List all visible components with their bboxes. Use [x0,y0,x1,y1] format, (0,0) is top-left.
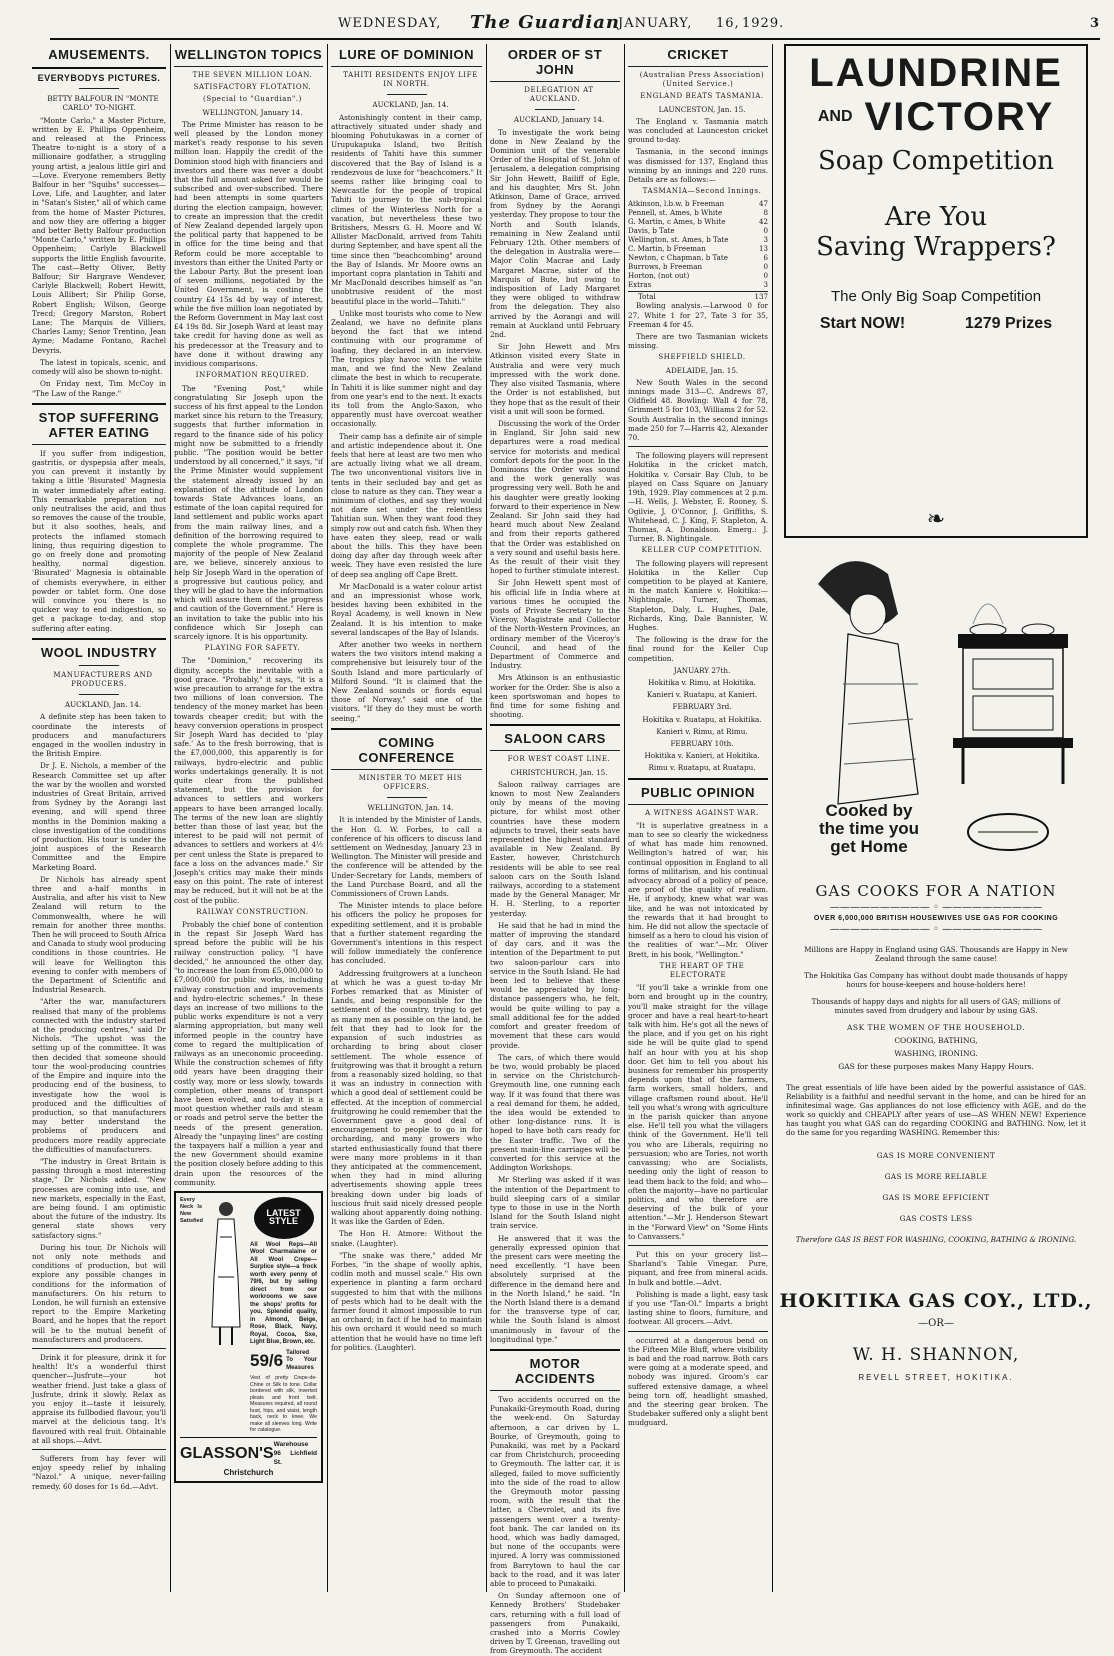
paragraph: The Minister intends to place before his officers the policy he proposes for expediting settlement, and it is probable that a further statement regarding the Government's intentions in this respect will follow immediately the conference has concluded. [331,901,482,966]
heading-wellington-topics: WELLINGTON TOPICS [174,47,323,62]
or-divider: —OR— [918,1318,954,1329]
paragraph: "The industry in Great Britain is passing through a most interesting stage," Dr Nichols added. "New processes are coming into use, and new markets, especially in the East, are being found. I am optimistic about the future of the industry. Its general state shows very satisfactory signs." [32,1156,166,1240]
paragraph: Mrs Atkinson is an enthusiastic worker for the Order. She is also a keen sportswoman and hopes to find time for some fishing and shooting. [490,673,620,720]
draw-fixture: Rimu v. Ruatapu, at Ruatapu. [648,763,756,773]
ornament-divider: —————————— ◦ —————————— [829,924,1043,935]
ad-price-note: Tailored To Your Measures [286,1349,317,1371]
paragraph: The "Evening Post," while congratulating Sir Joseph upon the success of his first appeal to the London market since his return to the Treasury, suggests that further information in regard to the finance side of his policy might now be submitted to a friendly public. "The position would be better understood by all concerned," it says, "if the Prime Minister would supplement the statement already issued by an explanation of the attitude of London towards State Advances loans, an estimate of the loan capital required for land settlement and public works apart from the main railway lines, and a definition of the borrowing required to complete the whole programme. The majority of the people of New Zealand are, we believe, sincerely anxious to help Sir Joseph Ward in the operation of a progressive but cautious policy, and they will be glad to have the information which will assure them of the progress and caution of the Government." Here is an invitation to take the public into his confidence which Sir Joseph can scarcely ignore. It is his opportunity. [174,383,323,641]
subhead: TASMANIA—Second Innings. [642,187,762,196]
column-order-of-st-john [490,44,620,1656]
paragraph: During his tour, Dr Nichols will not only note methods and conditions of production, but will explore any possible changes in conditions for the information of manufacturers. On his return to London, he will furnish an extensive report to the Empire Marketing Board, and he hopes that the report will be to the mutual benefit of manufacturers and producers. [32,1242,166,1344]
hokitika-gas-text: The Hokitika Gas Company has without doubt made thousands of happy hours for house-keepers and house-holders here! [804,971,1068,989]
ad-small-print: Vest of pretty Crepe-de-Chine or Silk to tone. Collar bordered with silk, inverted pleats and front belt. Measures required, all round bust, hips, and waist, length back, neck to knee. We make all sleeves long. Write for catalogue. [250,1375,317,1434]
paragraph: Bowling analysis.—Larwood 0 for 27, White 1 for 27, Tate 3 for 35, Freeman 4 for 45. [628,301,768,329]
scorecard-row [628,280,768,289]
paragraph: Discussing the work of the Order in England, Sir John said new departures were a road medical service for motorists and medical comfort depots for the poor. In the Dominions the Order was sound and the work generally was progressing very well. Both he and his daughter were greatly looking forward to their experience in New Zealand. Sir John said they had heard much about New Zealand and from their reports gathered that the Order was established on a very sound and useful basis here. As the result of their visit they hoped to further stimulate interest. [490,418,620,576]
paragraph: It is intended by the Minister of Lands, the Hon G. W. Forbes, to call a conference of his officers to discuss land settlement on Wednesday, January 23 in Wellington. The Minister will preside and the conference will be attended by the Under-Secretary for Lands, members of the Land Purchase Board, and all the Commissioners of Crown Lands. [331,815,482,899]
hokitika-gas-company: HOKITIKA GAS COY., LTD., [779,1290,1093,1312]
gas-cooker-illustration-area [778,544,1094,874]
subhead: (Special to "Guardian".) [202,95,302,104]
column-cricket [628,44,768,1592]
scorecard-row [628,199,768,208]
paragraph: The latest in topicals, scenic, and comedy will also be shown to-night. [32,357,166,377]
gas-reliable-text: GAS IS MORE RELIABLE [884,1172,988,1181]
latest-style-badge: LATEST STYLE [254,1197,314,1239]
only-big-soap-text: The Only Big Soap Competition [830,288,1042,305]
paragraph: Dr J. E. Nichols, a member of the Research Committee set up after the war by the woollen and worsted industries of Great Britain, arrived from Sydney by the Aorangi last evening, and will spend three months in the Dominion making a close investigation of the conditions of production. His tour is under the joint auspices of the Research Committee and the Empire Marketing Board. [32,761,166,872]
heading-stop-suffering: STOP SUFFERING AFTER EATING [38,409,160,440]
masthead-year: 1929. [742,16,785,31]
dress-figure-illustration [206,1197,246,1347]
dateline: AUCKLAND, January 14. [513,115,605,125]
gas-soap-advertisement [778,44,1094,1592]
scorecard-row [628,208,768,217]
subhead: PLAYING FOR SAFETY. [204,644,301,653]
gas-convenient-text: GAS IS MORE CONVENIENT [876,1151,996,1160]
dateline: CHRISTCHURCH, Jan. 15. [510,767,608,777]
batsman-runs: 3 [763,280,768,290]
subhead: INFORMATION REQUIRED. [195,371,310,380]
column-divider [486,44,487,1592]
heading-coming-conference: COMING CONFERENCE [358,734,455,765]
paragraph: Addressing fruitgrowers at a luncheon at which he was a guest to-day Mr Forbes remarked that as Minister of Lands, and being responsible for the settlement of the country, trying to get as many men as possible on the land, he felt that they had to look for the expansion of such industries as orcharding to bring about closer settlement. The whole essence of fruitgrowing was that it brought a return from a reasonably sized holding, so that it was an industry in connection with which a good deal of settlement could be effected. At the inception of commercial fruitgrowing he could remember that the Government gave a good deal of encouragement to people to go in for orcharding, and many growers who started enthusiastically found that there were many more problems in it than they anticipated at the commencement, when they had in mind alluring advertisements showing apple trees breaking down under big loads of luscious fruit said nicely dressed people walking about apparently doing nothing. It was like the Garden of Eden. [331,968,482,1227]
paragraph: Dr Nichols has already spent three and a-half months in Australia, and after his visit to New Zealand will return to the Commonwealth, where he will remain for another three months. Then he will proceed to South Africa and Canada to study wool producing conditions in those countries. He will leave for Wellington this evening to confer with members of the Department of Scientific and Industrial Research. [32,874,166,995]
paragraph: "The snake was there," added Mr Forbes, "in the shape of woolly aphis, codlin moth and mussel scale." His own experience in planting a farm orchard suggested to him that with the millions of pests which had to be dealt with the farmer found it almost impossible to run an orchard; in fact if he had to maintain his own orchard it would need so much attention that he would have no time left for politics. (Laughter). [331,1250,482,1352]
subhead: SHEFFIELD SHIELD. [658,353,746,362]
column-divider [624,44,625,1592]
paragraph: To investigate the work being done in New Zealand by the Dominion unit of the venerable Order of the Hospital of St. John of Jerusalem, a delegation comprising Sir John Hewett, Bailiff of Egle, and his daughter, Mrs St. John Atkinson, Dame of Grace, arrived from Sydney by the Aorangi yesterday. They propose to tour the North and South Islands, remaining in New Zealand until February 12th. Other members of the delegation in Australia were—Major Colin Macrae and Lady Margaret Macrae, sister of the Marquis of Bute, but owing to indisposition of Lady Margaret they were obliged to withdraw from the delegation. They also arrived by the Aorangi and will remain at Auckland until February 2nd. [490,127,620,340]
masthead-month: JANUARY, [618,16,693,31]
paragraph: Polishing is made a light, easy task if you use "Tan-Ol." Imparts a bright lasting shine to floors, furniture, and footwear. All grocers.—Advt. [628,1289,768,1327]
glassons-advertisement [174,1191,323,1483]
paragraph: Unlike most tourists who come to New Zealand, we have no definite plans beyond the fact that we intend continuing with our programme of loafing, they declared in an interview. The tropics play havoc with the white man, and we find the New Zealand climate the best in which to recuperate. In Tahiti it is like summer night and day from one year's end to the next. It exacts its toll from the Anglo-Saxon, who apparently must have overcoat weather occasionally. [331,308,482,429]
page-number: 3 [1090,16,1101,31]
column-lure-of-dominion [331,44,482,1592]
scorecard-row [628,235,768,244]
batsman-name: Burrows, b Freeman [628,262,703,272]
paragraph: Tasmania, in the second innings was dismissed for 137, England thus winning by an innings and 220 runs. Details are as follows:— [628,147,768,185]
subhead: SATISFACTORY FLOTATION. [193,83,312,92]
batsman-runs: 47 [758,199,768,209]
cooked-slogan: Cooked by the time you get Home [818,801,920,856]
start-now-text: Start NOW! [819,315,906,332]
paragraph: Sir John Hewett spent most of his official life in India where at various times he occupied the posts of Private Secretary to the Viceroy, Magistrate and Collector of the North-Western Provinces, an ordinary member of the Viceroy's Council, and head of the Department of Commerce and Industry. [490,578,620,671]
subhead: THE HEART OF THE ELECTORATE [659,961,745,980]
prizes-text: 1279 Prizes [964,315,1053,332]
batsman-name: Newton, c Chapman, b Tate [628,253,728,263]
subhead: TAHITI RESIDENTS ENJOY LIFE IN NORTH. [343,71,478,89]
soap-competition-panel [784,44,1088,538]
subhead: MINISTER TO MEET HIS OFFICERS. [358,773,463,792]
are-you-text: Are You [884,202,988,232]
batsman-name: G. Martin, c Ames, b White [628,217,726,227]
paragraph: "After the war, manufacturers realised that many of the problems connected with the industry started at the producing centres," said Dr Nichols. "The upshot was the setting up of the committee. It was then decided that someone should tour the wool-producing countries of the Empire and inquire into the producing end of the business, to investigate how the wool is produced and the difficulties of production, so that manufacturers may better understand the problems of producers and producers more readily appreciate the difficulties of manufacturers. [32,997,166,1154]
paragraph: New South Wales in the second innings made 313—C. Andrews 87, Oldfield 48. Bowling: Wall 4 for 78, Grimmett 5 for 103, Williams 2 for 52. South Australia in the second innings made 250 for 7—Harris 42, Alexander 70. [628,377,768,443]
gas-cooks-title: GAS COOKS FOR A NATION [815,882,1057,900]
subhead: DELEGATION AT AUCKLAND. [524,86,594,104]
scorecard-row [628,217,768,226]
batsman-name: Wellington, st. Ames, b Tate [628,235,729,245]
draw-fixture: Hokitika v. Rimu, at Hokitika. [648,677,756,687]
ad-side-note: Every Neck Is New Satisfied [180,1196,203,1224]
paragraph: After another two weeks in northern waters the two visitors intend making a comprehensive but leisurely tour of the South Island and more particularly of Milford Sound. "It is claimed that the New Zealand sounds or fiords equal those of Norway," said one of the visitors. "If they do they must be worth seeing." [331,639,482,723]
paragraph: There are two Tasmanian wickets missing. [628,332,768,351]
millions-text: Millions are Happy in England using GAS. Thousands are Happy in New Zealand through the same cause! [804,945,1068,963]
batsman-runs: 6 [763,253,768,263]
dateline: LAUNCESTON, Jan. 15. [658,104,746,114]
heading-order-of-st-john: ORDER OF ST JOHN [507,47,603,77]
batsman-name: C. Martin, b Freeman [628,244,706,254]
batsman-runs: 13 [758,244,768,254]
dateline: WELLINGTON, January 14. [202,107,303,117]
paragraph: The following players will represent Hokitika in the cricket match, Hokitika v. Corsair Bay Club, to be played on Cass Square on January 19th, 1929. Play commences at 2 p.m.—H. Wells, J. Webster, E. Rooney, S. Ogilvie, J. O'Connor, J. Griffiths, S. Whitehead, C. J. King, F. Stapleton, A. Thomas, A. Donaldson. Emerg.: J. Turner, B. Nightingale. [628,451,768,544]
masthead [0,0,1114,40]
shannon-name: W. H. SHANNON, [852,1345,1020,1365]
thousands-text: Thousands of happy days and nights for all users of GAS; millions of minutes saved from drudgery and labour by using GAS. [811,997,1061,1015]
draw-date: JANUARY 27th. [673,665,731,675]
batsman-name: Davis, b Tate [628,226,675,236]
batsman-runs: 0 [763,262,768,272]
paragraph: Saloon railway carriages are known to most New Zealanders only by means of the moving picture, for whilst most other countries have these modern adjuncts to travel, their seats have represented the highest standard available in New Zealand. By Easter, however, Christchurch residents will be able to see real saloon cars on the South Island railways, according to a statement made by the General Manager, Mr H. H. Sterling, to a reporter yesterday. [490,779,620,918]
batsman-runs: 0 [763,271,768,281]
batsman-runs: 3 [763,235,768,245]
essentials-text: The great essentials of life have been aided by the powerful assistance of GAS. Reliability is a faithful and needful servant in the home, and can be hired for an infinitesimal wage. Gas appliances do not lose efficiency with AGE, and do the work so quickly and CHEAPLY after years of use—AS WHEN NEW! Experience has taught you what GAS can do regarding COOKING and BATHING. Now, let it do the same for you regarding WASHING. Remember this: [786,1083,1086,1137]
subhead: A WITNESS AGAINST WAR. [645,808,759,817]
masthead-rule [50,38,1100,40]
paragraph: Their camp has a definite air of simple and artistic independence about it. One feels that here at least are two men who are actually living what we all dream. The two unconventional visitors live in tents in their secluded bay and get as close to nature as they can. They wear a minimum of clothes, and say they would not dare set under the relentless Tahitian sun. When they want food they simply row out and catch fish. When they have eaten they sleep, read or walk about the hills. This they have been doing day after day through week after week. They have even resisted the lure of deep sea angling off Cape Brett. [331,431,483,579]
draw-fixture: Kanieri v. Rimu, at Rimu. [656,726,748,736]
paragraph: He said that he had in mind the matter of improving the standard of day cars, and it was the intention of the Department to put two saloon-parlour cars into service in the South Island. He had been led to believe that these would be appreciated by long-distance passengers who, he felt, would be quite willing to pay a small additional fee for the added comfort and greater freedom of movement that these cars would provide. [490,920,620,1050]
paragraph: "Monte Carlo," a Master Picture, written by E. Phillips Oppenheim, and released at the Princess Theatre to-night is a story of a millionaire godfather, a struggling young artist, a jealous little girl and—Love. Everyone remembers Betty Balfour in her "Squibs" successes—Love, Life, and Laughter, and later in "Satan's Sister," all of which came from the home of Master Pictures, and now they are offering a bigger and better Betty Balfour production "Monte Carlo," written by E. Phillips Oppenheim; Carlyle Blackwell supports the little English favourite. The cast—Betty Oliver, Betty Balfour; Sir Hargrave Wendever, Carlyle Blackwell; Robert Hewitt, Louis Allibert; Sir Philip Gorse, Robert English; Wilson, George Trecd; Gregory Marston, Robert Lane; The Marquis de Villiers, Charles Lamy; Senor Trentino, Jean Ayme; Madame Fontano, Rachel Devyris. [32,115,166,355]
saving-wrappers-text: Saving Wrappers? [816,232,1056,262]
ornament-divider: —————————— ◦ —————————— [829,902,1043,913]
housewives-line: OVER 6,000,000 BRITISH HOUSEWIVES USE GAS FOR COOKING [813,915,1059,922]
pictures-subhead: BETTY BALFOUR IN "MONTE CARLO" TO-NIGHT. [47,94,159,113]
shannon-address: REVELL STREET, HOKITIKA. [858,1373,1014,1382]
glassons-city: Christchurch [223,1467,274,1477]
column-divider [170,44,171,1592]
paragraph: If you suffer from indigestion, gastritis, or dyspepsia after meals, you can prevent it instantly by taking a little 'Bisurated' Magnesia in water immediately after eating. This remarkable preparation not only neutralises the acid, and thus so removes the cause of the trouble, but it also soothes, heals, and protects the inflamed stomach lining, thus requiring digestion to go on freely done and promoting healthy, normal digestion. 'Bisurated' Magnesia is obtainable of chemists everywhere, in either powder or tablet form. One dose will convince you there is no quicker way to end indigestion, so get a package to-day, and stop suffering after eating. [32,448,166,633]
heading-amusements: AMUSEMENTS. [48,47,150,62]
dateline: WELLINGTON, Jan. 14. [367,803,454,813]
subhead: (Australian Press Association) (United Service.) [639,71,765,89]
paragraph: "It is superlative greatness in a man to see so clearly the wickedness of what has made him renowned. Wellington's hatred of war, his continual opposition in England to all forms of militarism, and his continual advocacy abroad of a policy of peace, are proof of the quality of realism. He, if anybody, knew what war was like, and he was not intoxicated by the rewards that it had brought to him. He did not allow the spectacle of himself as a hero to cloud his vision of the realities of war."—Mr. Oliver Brett, in his book, "Wellington." [628,820,768,959]
ad-price: 59/6 [250,1351,284,1371]
paragraph: The following players will represent Hokitika in the Keller Cup competition to be played at Kaniere, in the match Kaniere v. Hokitika:—Nightingale, Turner, Thomas, Stapleton, Daly, L. Hughes, Dale, Richards, King, Dale Bannister, W. Hughes. [628,558,768,632]
draw-fixture: Kanieri v. Ruatapu, at Kanieri. [646,690,758,700]
subhead: KELLER CUP COMPETITION. [641,546,763,555]
gas-costs-less-text: GAS COSTS LESS [899,1214,973,1223]
paragraph: Drink it for pleasure, drink it for health! It's a wonderful thirst quencher—Jusfrute—your hot weather friend. Just take a glass of Jusfrute, drink it slowly. Relax as you enjoy it—taste it leisurely, appraise its fullbodied flavour, you'll marvel at the delicious tang. It's flavoured with real fruit. Obtainable at all shops.—Advt. [32,1352,166,1445]
heading-wool-industry: WOOL INDUSTRY [40,644,158,660]
dateline: ADELAIDE, Jan. 15. [665,365,739,375]
score-total-row [628,291,768,301]
masthead-date: 16, [716,16,740,31]
heading-saloon-cars: SALOON CARS [504,731,606,747]
paragraph: Sufferers from hay fever will enjoy speedy relief by inhaling "Nazol." A unique, never-failing remedy. 60 doses for 1s 6d.—Advt. [32,1454,166,1491]
total-label: Total [638,292,656,302]
wool-subhead: MANUFACTURERS AND PRODUCERS. [53,670,153,688]
column-divider [327,44,328,1592]
scorecard-row [628,271,768,280]
batsman-name: Horton, (not out) [628,271,690,281]
paragraph: On Sunday afternoon one of Kennedy Brothers' Studebaker cars, returning with a full load of passengers from Punakaiki, crashed into a Morris Cowley driven by T. Greenan, travelling out from Greymouth. The accident [490,1591,620,1656]
heading-public-opinion: PUBLIC OPINION [641,784,755,800]
scorecard-row [628,262,768,271]
scorecard-row [628,253,768,262]
therefore-text: Therefore GAS IS BEST FOR WASHING, COOKING, BATHING & IRONING. [795,1235,1077,1244]
and-word: AND [817,108,853,125]
subhead: ENGLAND BEATS TASMANIA. [640,92,764,101]
gas-efficient-text: GAS IS MORE EFFICIENT [882,1193,990,1202]
batsman-name: Atkinson, l.b.w. b Freeman [628,199,725,209]
paragraph: Astonishingly content in their camp, attractively situated under shady and blooming Pohutukawas in a corner of Urupukapuka Island, two British residents of Tahiti have this summer discovered that the Bay of Island is a rendezvous de luxe for "beachcomers." It seems rather like bringing coal to Newcastle for the people of tropical Tahiti to journey to the sub-tropical climes of the Winterless North for a vacation, but nevertheless these two Britishers, Messrs G. H. Moore and W. Allister MacDonald, arrived from Tahiti during September, and have spent all the time since then "beachcombing" around the Bay of Islands. Mr Moore owns an important copra plantation in Tahiti and Mr MacDonald describes himself as "an unobtrusive resident of the most beautiful place in the world—Tahiti." [331,112,482,306]
paragraph: The following is the draw for the final round for the Keller Cup competition. [628,635,768,663]
dateline: AUCKLAND, Jan. 14. [372,100,449,110]
masthead-day: WEDNESDAY, [338,16,442,31]
scorecard-row [628,244,768,253]
glassons-brand: GLASSON'S [180,1445,274,1463]
paragraph: The Prime Minister has reason to be well pleased by the London money market's ready response to his seven million loan. Happily the credit of the Dominion stood high with financiers and investors and there was never a doubt that the full amount asked for would be subscribed and over-subscribed. There had been attempts in some quarters during the election campaign, however, to create an impression that the credit of New Zealand depended largely upon the political party that happened to be in office for the time being and that Reform could be more acceptable to investors than either the United Party or the Labour Party. But the present loan of seven millions, negotiated by the United Government, is costing the country £4 15s 4d by way of interest, while the five million loan negotiated by the Reform Government in May last cost £4 19s 8d. Sir Joseph Ward at least may take credit for having done as well as his predecessor at the Treasury and to have done it without drawing any invidious comparisons. [174,119,323,369]
draw-date: FEBRUARY 10th. [670,738,734,748]
paragraph: The "Dominion," recovering its dignity, accepts the inevitable with a good grace. "Probably," it says, "it is a wise precaution to arrange for the extra two millions of loan conversion. The tendency of the money market has been towards cheaper credit; but with the heavy conversion operations in prospect Sir Joseph Ward has decided to 'play safe.' As to the fresh borrowing, that is the £7,000,000, this apparently is for railways, hydro-electric and public works undertakings generally. It is not quite clear from the published statement, but the provision for advances to settlers and workers appears to have been arranged locally. The terms of the new loan are slightly better than those of last year, but the interest to be paid will not permit of advances to settlers and workers at 4½ per cent unless the State is prepared to face a loss on the advances made." Sir Joseph's critics may make their minds easy on this point. The rate of interest may be reduced, but it will not be at the cost of the public. [174,656,323,905]
subhead: THE SEVEN MILLION LOAN. [192,71,313,79]
heading-cricket: CRICKET [667,47,729,62]
column-wellington-topics [174,44,323,1592]
draw-fixture: Hokitika v. Ruatapu, at Hokitika. [642,714,762,724]
paragraph: The Hon H. Atmore: Without the snake. (Laughter). [331,1229,482,1248]
paragraph: The England v. Tasmania match was concluded at Launceston cricket ground to-day. [628,116,768,145]
draw-fixture: Hokitika v. Kanieri, at Hokitika. [644,751,760,761]
scorecard [628,199,768,289]
column-divider [772,44,773,1592]
batsman-name: Pennell, st. Ames, b White [628,208,723,218]
batsman-name: Extras [628,280,652,290]
paragraph: Mr Sterling was asked if it was the intention of the Department to build sleeping cars of a similar type to those in use in the North Island for the South Island night train service. [490,1175,620,1231]
paragraph: On Friday next, Tim McCoy in "The Law of the Range." [32,379,166,398]
heading-everybodys-pictures: EVERYBODYS PICTURES. [37,73,161,83]
cooking-bathing-text: COOKING, BATHING, [894,1036,978,1045]
decorative-ornament: ❧ [926,507,946,532]
victory-title: VICTORY [864,95,1055,139]
subhead: FOR WEST COAST LINE. [507,755,611,764]
subhead: RAILWAY CONSTRUCTION. [196,907,309,916]
paragraph: Two accidents occurred on the Punakaiki-Greymouth Road, during the week-end. On Saturday afternoon, a car driven by L. Bourke, of Greymouth, going to Punakaiki, was met by a Packard car from Christchurch, proceeding to Greymouth. The latter car, it is alleged, failed to move sufficiently into the side of the road to allow the Greymouth motor passing room, with the result that the latter, a Chevrolet, and its five passengers went over a twenty-foot bank. The car landed on its hood, which was badly damaged, but none of the occupants were injured. A lorry was commissioned from Barrytown to haul the car back to the road, and it was later able to proceed to Punakaiki. [490,1395,620,1589]
washing-ironing-text: WASHING, IRONING. [894,1049,978,1058]
paragraph: Probably the chief bone of contention in the repast Sir Joseph Ward has spread before the public will be his railway construction policy. "I have decided," he announced the other day, "to increase the loan from £5,000,000 to £7,000,000 for public works, including railway construction and improvements and hydro-electric schemes." In these days an increase of two millions to the public works expenditure is not a very alarming appropriation, but many well informed people in the country have come to regard the multiplication of railways as an uneconomic proceeding. While the construction schemes of fifty odd years have been dragging their costly way, more or less slowly, towards completion, other means of transport have been evolved, and to-day it is a moot question whether rails and steam or roads and petrol serve the better the needs of the present generation. Already the "unpaying lines" are costing the taxpayers half a million a year and the new Government should examine the position closely before adding to this drain upon the resources of the community. [174,920,323,1187]
draw-date: FEBRUARY 3rd. [672,702,732,712]
masthead-paper-name: The Guardian [470,12,620,33]
paragraph: occurred at a dangerous bend on the Fifteen Mile Bluff, where visibility is bad and the road narrow. Both cars were going at a moderate speed, and nobody was injured. Groom's car suffered extensive damage, a wheel being torn off, headlight smashed, and the steering gear broken. The Studebaker suffered only a slight bent mudguard. [628,1335,768,1428]
paragraph: Mr MacDonald is a water colour artist and an impressionist whose work, besides having been exhibited in the Royal Academy, is well known in New Zealand. It is his intention to make several landscapes of the Bay of Islands. [331,581,482,637]
paragraph: Put this on your grocery list—Sharland's Table Vinegar. Pure, piquant, and free from mineral acids. In bulk and bottle.—Advt. [628,1249,768,1287]
paragraph: A definite step has been taken to coordinate the interests of producers and manufacturers engaged in the woollen industry in the British Empire. [32,712,166,759]
total-value: 137 [754,292,768,302]
paragraph: The cars, of which there would be two, would probably be placed in service on the Christchurch-Greymouth line, one running each way. If it was found that there was a real demand for them, he added, the idea would be extended to other long-distance runs. It is hoped to have both cars ready for the Easter traffic. Two of the present main-line carriages will be converted for this service at the Addington Workshops. [490,1052,620,1173]
batsman-runs: 8 [763,208,768,218]
heading-lure-of-dominion: LURE OF DOMINION [338,47,475,62]
soap-competition-title: Soap Competition [817,146,1055,176]
paragraph: "If you'll take a wrinkle from one born and brought up in the country, you'll make straight for the village grocer and have a real heart-to-heart talk with him. He's got all the news of the place, and if you get on his right side he will be quite glad to spend half an hour with you at his shop door. Get him to tell you about his business for remember his prosperity depends upon that of the farmers, farm workers, small holders, and village craftsmen round about. He'll tell you what's wrong with agriculture in the parish quicker than anyone else. He'll tell you what the villagers think of the Government. He'll tell you who are Liberals, requiring no persuasion; who are Tories, not worth canvassing; who are Socialists, needing only the light of reason to lead them back to the fold; and who—often the majority—have no particular politics, and who therefore are deserving of the bulk of your attention."—Mr J. Henderson Stewart in the "Forward View" on "Some Hints to Canvassers." [628,983,768,1241]
gas-purposes-text: GAS for these purposes makes Many Happy Hours. [838,1062,1034,1071]
laundrine-title: LAUNDRINE [809,51,1063,95]
column-amusements [32,44,166,1592]
heading-motor-accidents: MOTOR ACCIDENTS [514,1356,596,1386]
paragraph: Sir John Hewett and Mrs Atkinson visited every State in Australia and were very much impressed with the work done. They also visited Tasmania, where the Order is not established, but they hope that as the result of their visit a unit will soon be formed. [490,342,620,416]
scorecard-row [628,226,768,235]
dateline: AUCKLAND, Jan. 14. [64,700,142,710]
ad-body: All Wool Reps—All Wool Charmalaine or All Wool Crepe—Surplice style—a frock worth every penny of 79/6, but by selling direct from our workrooms we save the shops' profits for you. Splendid quality, in Almond, Beige, Rose, Black, Navy, Royal, Cocoa, Sxe, Light Blue, Brown, etc. [250,1241,317,1346]
batsman-runs: 0 [763,226,768,236]
glassons-warehouse: Warehouse 96 Lichfield St. [273,1440,317,1467]
paragraph: He answered that it was the generally expressed opinion that the present cars were meeting the need excellently. "I have been absolutely surprised at the difference in the demand here and in the North Island," he said. "In the North Island there is a demand for the transverse type of car, while the South Island is almost unanimously in favour of the longitudinal type." [490,1233,620,1344]
batsman-runs: 42 [758,217,768,227]
ask-women-text: ASK THE WOMEN OF THE HOUSEHOLD. [847,1023,1025,1032]
